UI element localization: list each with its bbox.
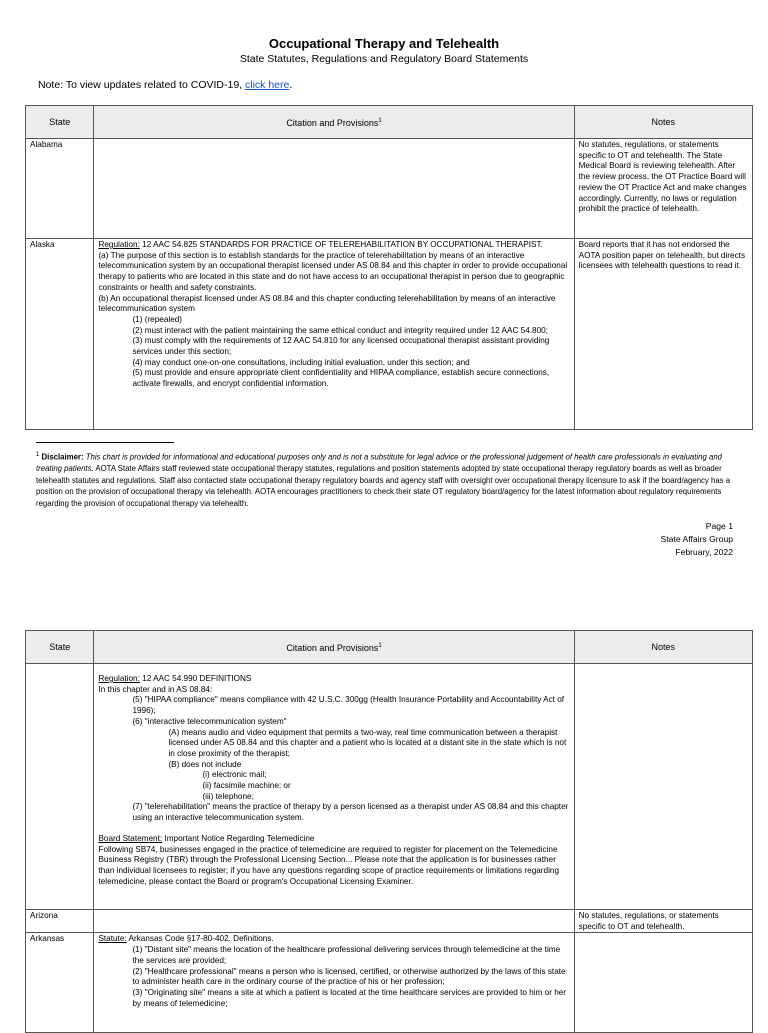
regulation-label: Regulation: [98, 674, 140, 683]
spacer [98, 824, 569, 834]
covid-note-text: Note: To view updates related to COVID-19, [38, 79, 245, 91]
citation-cell [94, 910, 574, 933]
board-statement-label: Board Statement: [98, 833, 163, 843]
provision-b5: (5) must provide and ensure appropriate client confidentiality and HIPAA compliance, establish secure connections, activate firewalls, and encrypt confidential information. [132, 368, 550, 389]
citation-cell [94, 933, 574, 1033]
definition-6: (6) "interactive telecommunication system" [132, 716, 287, 726]
provision-b4: (4) may conduct one-on-one consultations, including initial evaluation, under this section; and [132, 357, 470, 367]
header-notes: Notes [574, 106, 752, 139]
notes-cell: Board reports that it has not endorsed the AOTA position paper on telehealth, but directs licensees with telehealth questions to read it. [574, 239, 752, 430]
document-subtitle: State Statutes, Regulations and Regulatory Board Statements [239, 53, 529, 65]
definition-6b-iii: (iii) telephone; [202, 791, 254, 801]
table-header-row [26, 106, 753, 139]
state-cell [26, 664, 94, 910]
citation-cell [94, 239, 574, 430]
footnote-number: 1 [36, 452, 40, 458]
provision-b: (b) An occupational therapist licensed under AS 08.84 and this chapter conducting telerehabilitation by means of an interactive telecommunication system [98, 293, 556, 314]
state-cell: Alabama [26, 139, 94, 239]
covid-note [38, 79, 292, 91]
header-citation [94, 631, 574, 664]
table-row-alaska [26, 239, 753, 430]
header-citation-label: Citation and Provisions [286, 117, 379, 128]
table-row-alabama [26, 139, 753, 239]
header-citation [94, 106, 574, 139]
disclaimer-label: Disclaimer: [41, 452, 84, 462]
regulation-title: 12 AAC 54.990 DEFINITIONS [139, 674, 252, 683]
table-row-arizona [26, 910, 753, 933]
statutes-table-page-2 [25, 630, 753, 1033]
footnote-marker: 1 [378, 642, 382, 649]
header-citation-label: Citation and Provisions [286, 642, 379, 653]
header-notes: Notes [574, 631, 752, 664]
notes-cell: No statutes, regulations, or statements specific to OT and telehealth. [574, 910, 752, 933]
header-state: State [26, 106, 94, 139]
definition-6b-i: (i) electronic mail; [202, 770, 267, 780]
definition-5: (5) "HIPAA compliance" means compliance with 42 U.S.C. 300gg (Health Insurance Portability and Accountability Act of 1996); [132, 695, 565, 716]
document-title: Occupational Therapy and Telehealth [268, 36, 500, 51]
table-row-alaska-continued [26, 664, 753, 910]
statute-label: Statute: [98, 934, 127, 944]
citation-cell [94, 664, 574, 910]
provision-b1: (1) (repealed) [132, 314, 183, 324]
footnote-divider [36, 442, 174, 443]
statute-def-3: (3) "Originating site" means a site at which a patient is located at the time healthcare services are provided to him or her by means of telemedicine; [132, 987, 567, 1008]
regulation-title: 12 AAC 54.825 STANDARDS FOR PRACTICE OF TELEREHABILITATION BY OCCUPATIONAL THERAPIST. [139, 240, 543, 249]
footnote-marker: 1 [378, 117, 382, 124]
definition-6b-ii: (ii) facsimile machine; or [202, 781, 291, 791]
table-row-arkansas [26, 933, 753, 1033]
disclaimer-italic-text: This chart is provided for informational and educational purposes only and is not a substitute for legal advice or the professional judgement of health care professionals in evaluating and treating patients. [36, 452, 722, 474]
notes-cell [574, 664, 752, 910]
provision-a: (a) The purpose of this section is to establish standards for the practice of telerehabilitation by means of an interactive telecommunication system by an occupational therapist licensed under AS 08.84 and this chapter in order to provide occupational therapy to patients who are located in this state and do not have access to an occupational therapist in person due to geographic constraints or health and safety constraints. [98, 250, 568, 292]
covid-click-here-link[interactable]: click here [245, 79, 290, 91]
page-number: Page 1 [705, 521, 733, 531]
definitions-intro: In this chapter and in AS 08.84: [98, 684, 213, 694]
state-cell: Arkansas [26, 933, 94, 1033]
state-cell: Arizona [26, 910, 94, 933]
footer-group: State Affairs Group [660, 534, 733, 544]
board-statement-text: Following SB74, businesses engaged in the practice of telemedicine are required to register for placement on the Telemedicine Business Registry (TBR) through the Professional Licensing Section... Please note that the application is for businesses rather than individual licensees to register; if you have any questions regarding scope of practice requirements or limitations regarding telemedicine, please contact the Board or program's Occupational Licensing Examiner. [98, 844, 560, 886]
board-statement-title: Important Notice Regarding Telemedicine [162, 833, 315, 843]
page-footer [661, 520, 733, 559]
definition-6b: (B) does not include [168, 759, 242, 769]
statute-def-2: (2) "Healthcare professional" means a person who is licensed, certified, or otherwise authorized by the laws of this state to administer health care in the ordinary course of the practice of his or her profession; [132, 966, 566, 987]
citation-cell [94, 139, 574, 239]
state-cell: Alaska [26, 239, 94, 430]
covid-note-period: . [289, 79, 293, 91]
statute-def-1: (1) "Distant site" means the location of the healthcare professional delivering services through telemedicine at the time the services are provided; [132, 945, 561, 965]
header-state: State [26, 631, 94, 664]
statute-title: Arkansas Code §17-80-402. Definitions. [126, 934, 274, 944]
provision-b3: (3) must comply with the requirements of 12 AAC 54.810 for any licensed occupational therapist assistant providing services under this section; [132, 336, 550, 357]
table-header-row [26, 631, 753, 664]
notes-cell: No statutes, regulations, or statements specific to OT and telehealth. The State Medical Board is reviewing telehealth. After the review process, the OT Practice Board will review the OT Practice Act and make changes accordingly. Currently, no laws or regulation prohibit the practice of telehealth. [574, 139, 752, 239]
footer-date: February, 2022 [675, 547, 733, 557]
definition-6a: (A) means audio and video equipment that permits a two-way, real time communication between a therapist licensed under AS 08.84 and this chapter and a patient who is located at a distant site in the state which is not in close proximity of the therapist; [168, 727, 567, 758]
notes-cell [574, 933, 752, 1033]
statutes-table-page-1 [25, 105, 753, 430]
disclaimer-footnote [36, 450, 732, 510]
disclaimer-body-text: AOTA State Affairs staff reviewed state occupational therapy statutes, regulations and position statements adopted by state occupational therapy regulatory boards as well as broader telehealth statutes and regulations. Staff also contacted state occupational therapy regulatory boards and agency staff with oversight over occupational therapy licensure to ask if the board/agency has a position on the provision of occupational therapy via telehealth. AOTA encourages practitioners to check their state OT regulatory board/agency for the latest information about regulatory requirements regarding the provision of occupational therapy via telehealth. [36, 464, 731, 508]
regulation-label: Regulation: [98, 240, 140, 249]
provision-b2: (2) must interact with the patient maintaining the same ethical conduct and integrity required under 12 AAC 54.800; [132, 325, 548, 335]
definition-7: (7) "telerehabilitation" means the practice of therapy by a person licensed as a therapist under AS 08.84 and this chapter using an interactive telecommunication system. [132, 802, 569, 823]
